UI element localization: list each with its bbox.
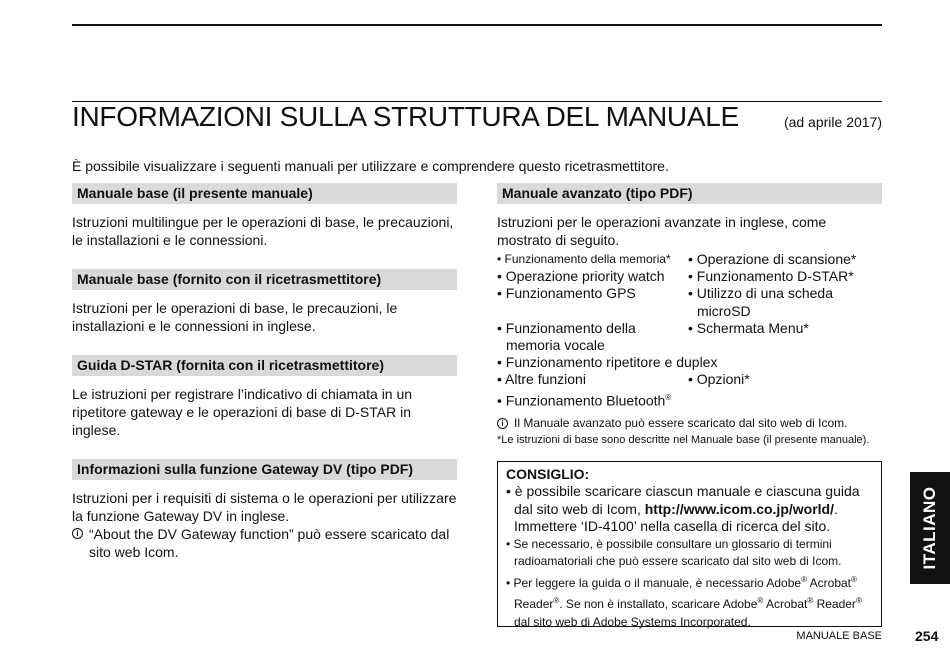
tip-item: • è possibile scaricare ciascun manuale e ciascuna guida dal sito web di Icom, http://www.icom.co.jp/world/. Immettere ‘ID-4100’ nella casella di ricerca del sito.: [506, 483, 860, 534]
section-heading: Guida D-STAR (fornita con il ricetrasmettitore): [72, 355, 457, 376]
left-column: [72, 183, 457, 561]
list-item: • Schermata Menu*: [688, 319, 809, 336]
tip-item: • Se necessario, è possibile consultare un glossario di termini radioamatoriali che può essere scaricato dal sito web di Icom.: [506, 536, 842, 568]
list-item: • Funzionamento ripetitore e duplex: [497, 354, 718, 371]
section-body: Le istruzioni per registrare l’indicativo di chiamata in un ripetitore gateway e le operazioni di base di D-STAR in inglese.: [72, 386, 413, 438]
top-rule: [72, 24, 882, 26]
intro-text: È possibile visualizzare i seguenti manuali per utilizzare e comprendere questo ricetrasmettitore.: [72, 158, 669, 174]
right-column: [497, 183, 882, 449]
tip-box: [497, 461, 882, 627]
section-body: Istruzioni per le operazioni avanzate in inglese, come mostrato di seguito.: [497, 214, 827, 248]
section-body: Istruzioni per le operazioni di base, le precauzioni, le installazioni e le connessioni in inglese.: [72, 300, 398, 334]
section-body: Istruzioni multilingue per le operazioni di base, le precauzioni, le installazioni e le connessioni.: [72, 214, 454, 248]
download-note: [497, 415, 882, 432]
section-heading: Manuale base (il presente manuale): [72, 183, 457, 204]
list-item: • Opzioni*: [688, 371, 750, 388]
info-icon: i: [72, 528, 83, 539]
tip-item: • Per leggere la guida o il manuale, è necessario Adobe® Acrobat® Reader®. Se non è installato, scaricare Adobe® Acrobat® Reader® dal sito web di Adobe Systems Incorporated.: [506, 574, 862, 629]
tip-heading: CONSIGLIO:: [506, 466, 590, 482]
list-item: • Utilizzo di una scheda microSD: [688, 285, 833, 319]
list-item: • Funzionamento D-STAR*: [688, 268, 854, 285]
list-item: • Funzionamento della memoria vocale: [497, 319, 636, 354]
section-heading: Manuale base (fornito con il ricetrasmettitore): [72, 269, 457, 290]
list-item: • Operazione di scansione*: [688, 251, 857, 267]
asterisk-note: *Le istruzioni di base sono descritte nel Manuale base (il presente manuale).: [497, 434, 870, 447]
page-number: 254: [915, 628, 939, 644]
section-body: Istruzioni per i requisiti di sistema o le operazioni per utilizzare la funzione Gateway DV in inglese.: [72, 490, 457, 524]
info-icon: i: [497, 418, 508, 429]
list-item: • Funzionamento Bluetooth®: [497, 392, 672, 409]
advanced-notes: [497, 415, 882, 449]
footer-label: MANUALE BASE: [796, 630, 882, 642]
title-date: (ad aprile 2017): [783, 114, 882, 130]
download-note: [72, 525, 457, 561]
icom-url: http://www.icom.co.jp/world/: [644, 500, 834, 517]
list-item: • Funzionamento GPS: [497, 285, 636, 302]
feature-list: [497, 251, 882, 409]
list-item: • Operazione priority watch: [497, 268, 665, 285]
note-text: Il Manuale avanzato può essere scaricato dal sito web di Icom.: [514, 416, 848, 431]
language-tab-label: ITALIANO: [920, 486, 939, 570]
note-text: “About the DV Gateway function” può essere scaricato dal sito web Icom.: [89, 526, 450, 560]
page-title: INFORMAZIONI SULLA STRUTTURA DEL MANUALE: [72, 101, 739, 132]
section-heading: Informazioni sulla funzione Gateway DV (tipo PDF): [72, 459, 457, 480]
language-tab: [910, 472, 950, 584]
list-item: • Altre funzioni: [497, 371, 586, 388]
list-item: • Funzionamento della memoria*: [497, 252, 671, 266]
section-heading: Manuale avanzato (tipo PDF): [497, 183, 882, 204]
